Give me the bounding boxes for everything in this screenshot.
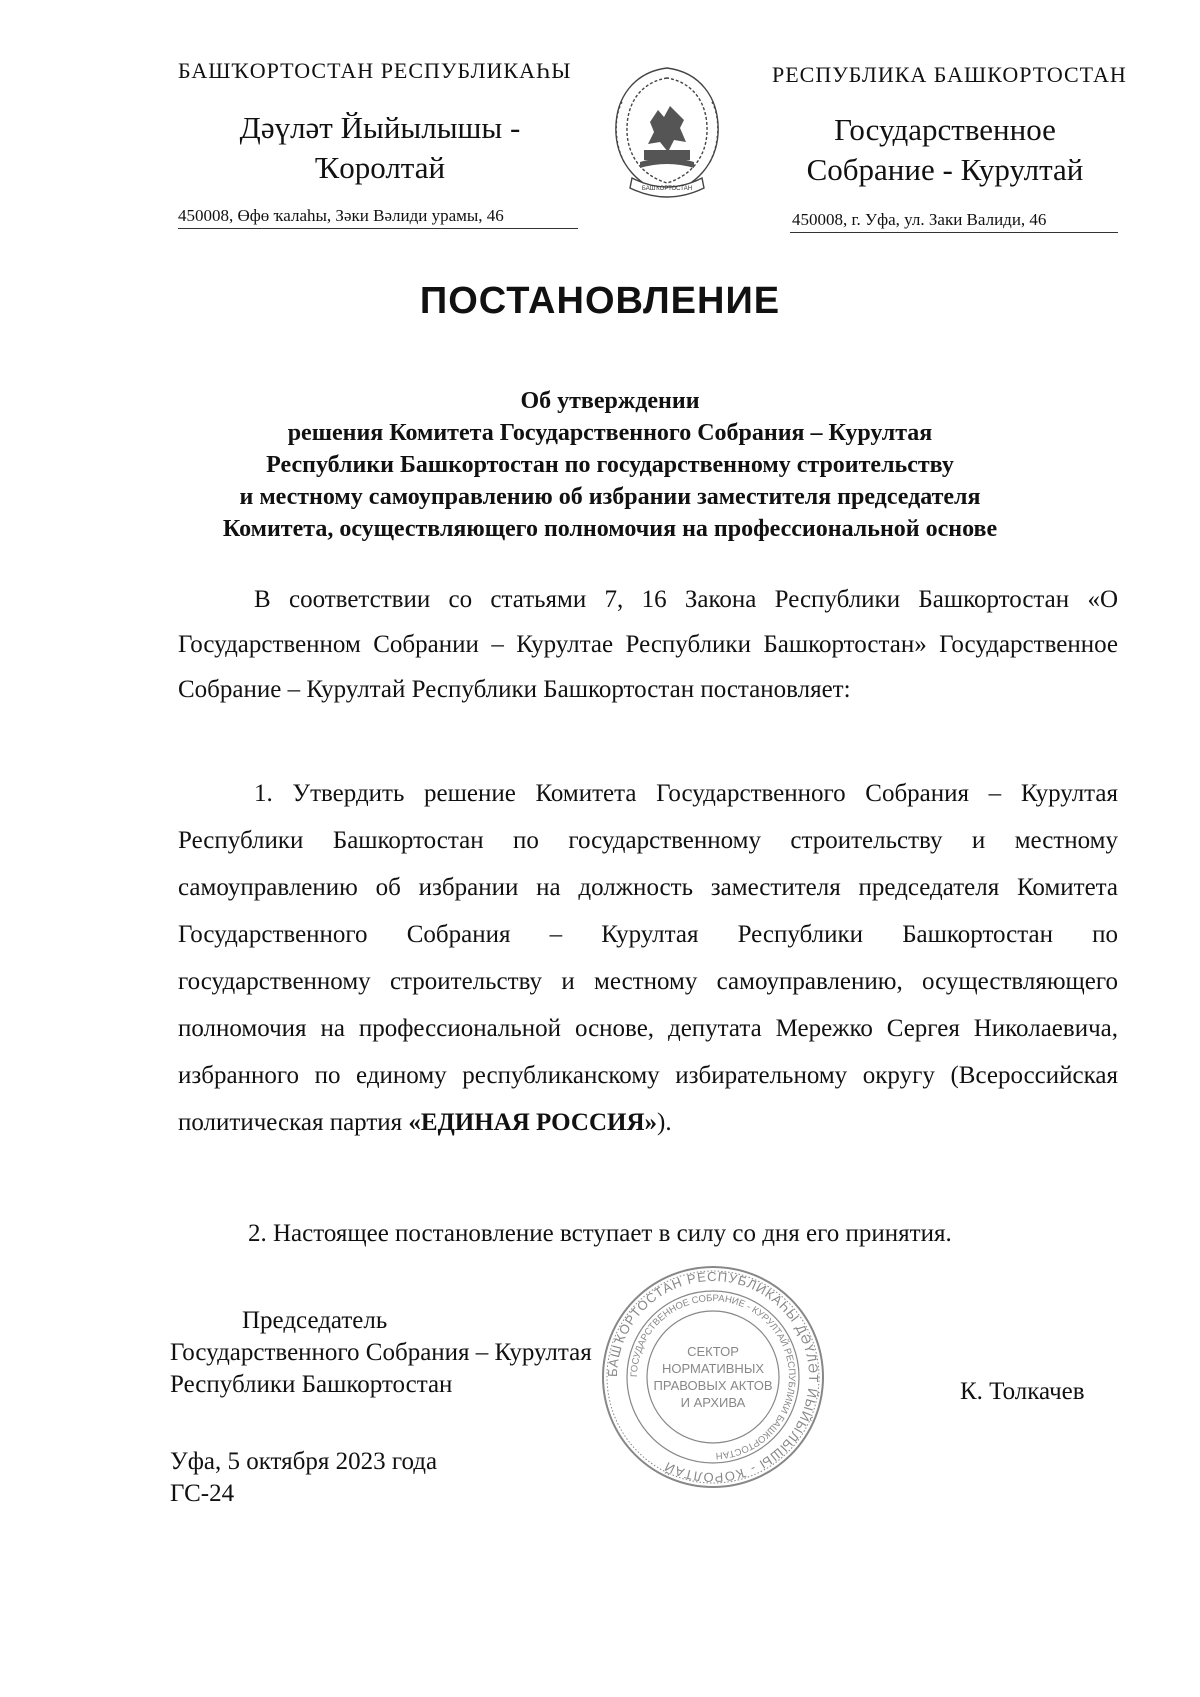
subject-line: Об утверждении	[520, 388, 700, 414]
place-and-date-block	[170, 1446, 437, 1510]
signatory-name: К. Толкачев	[960, 1378, 1085, 1405]
place-date: Уфа, 5 октября 2023 года	[170, 1448, 438, 1475]
item-2-text: 2. Настоящее постановление вступает в силу со дня его принятия.	[248, 1220, 952, 1247]
official-stamp	[598, 1262, 828, 1492]
signatory-title-line-1: Председатель	[242, 1307, 388, 1334]
subject-line: Комитета, осуществляющего полномочия на профессиональной основе	[222, 516, 998, 542]
ru-org-line-1: Государственное	[834, 112, 1056, 147]
svg-text:ГОСУДАРСТВЕННОЕ СОБРАНИЕ - КУР	[629, 1293, 797, 1461]
item-1-end: ).	[657, 1109, 672, 1136]
document-number: ГС-24	[170, 1480, 235, 1507]
ru-organization-name	[770, 110, 1120, 190]
subject-line: Республики Башкортостан по государственному строительству	[266, 452, 954, 478]
stamp-center-line: СЕКТОР	[687, 1344, 739, 1359]
bash-address: 450008, Өфө ҡалаһы, Зәки Вәлиди урамы, 46	[178, 206, 504, 225]
emblem-ribbon-text: БАШҠОРТОСТАН	[641, 186, 693, 192]
party-name: «ЕДИНАЯ РОССИЯ»	[408, 1109, 658, 1136]
header-rule-left	[178, 228, 578, 229]
document-title: ПОСТАНОВЛЕНИЕ	[419, 280, 781, 322]
bash-country-name: БАШҠОРТОСТАН РЕСПУБЛИКАҺЫ	[178, 58, 572, 83]
stamp-outer-ring-text: БАШҠОРТОСТАН РЕСПУБЛИКАҺЫ ДӘҮЛӘТ ЙЫЙЫЛЫШЫ - ҠОРОЛТАЙ	[604, 1268, 822, 1486]
item-2-paragraph	[178, 1214, 1118, 1254]
subject-line: решения Комитета Государственного Собрания – Курултая	[287, 420, 933, 446]
coat-of-arms-emblem	[600, 62, 735, 207]
signatory-title-line-3: Республики Башкортостан	[170, 1371, 453, 1398]
stamp-center-line: НОРМАТИВНЫХ	[661, 1361, 765, 1376]
stamp-center-line: ПРАВОВЫХ АКТОВ	[653, 1378, 773, 1393]
signatory-title	[170, 1305, 592, 1401]
header-rule-right	[790, 232, 1118, 233]
stamp-inner-ring-text: ГОСУДАРСТВЕННОЕ СОБРАНИЕ - КУРУЛТАЙ РЕСПУБЛИКИ БАШКОРТОСТАН	[628, 1292, 798, 1462]
ru-country-name: РЕСПУБЛИКА БАШКОРТОСТАН	[772, 62, 1127, 87]
ru-org-line-2: Собрание - Курултай	[806, 152, 1084, 187]
item-1-paragraph	[178, 770, 1118, 1146]
ru-address: 450008, г. Уфа, ул. Заки Валиди, 46	[792, 210, 1047, 229]
bash-org-line-1: Дәүләт Йыйылышы -	[239, 110, 521, 145]
subject-line: и местному самоуправлению об избрании заместителя председателя	[239, 484, 981, 510]
preamble-paragraph: В соответствии со статьями 7, 16 Закона Республики Башкортостан «О Государственном Собрании – Курултае Республики Башкортостан» Государственное Собрание – Курултай Республики Башкортостан постановляет:	[178, 586, 1118, 703]
item-1-text: 1. Утвердить решение Комитета Государственного Собрания – Курултая Республики Башкортостан по государственному строительству и местному самоуправлению об избрании на должность заместителя председателя Комитета Государственного Собрания – Курултая Республики Башкортостан по государственному строительству и местному самоуправлению, осуществляющего полномочия на профессиональной основе, депутата Мережко Сергея Николаевича, избранного по единому республиканскому избирательному округу (Всероссийская политическая партия	[178, 780, 1118, 1136]
bash-org-line-2: Ҡоролтай	[314, 150, 446, 185]
signatory-title-line-2: Государственного Собрания – Курултая	[170, 1339, 592, 1366]
stamp-center-line: И АРХИВА	[680, 1395, 746, 1410]
bash-organization-name	[190, 108, 570, 188]
document-subject	[150, 385, 1070, 545]
